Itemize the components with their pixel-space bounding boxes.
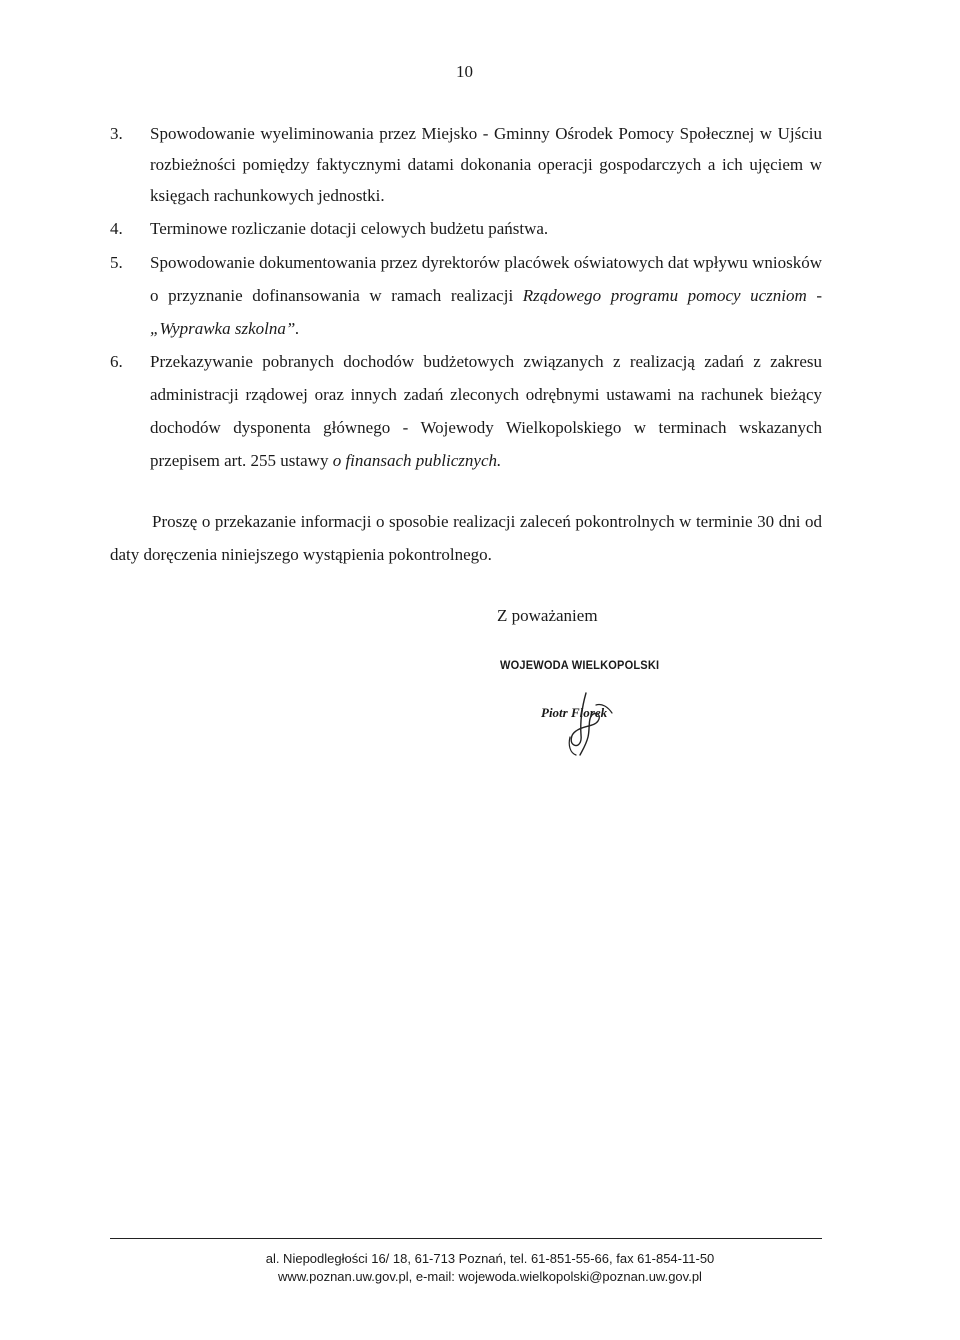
- signature: [536, 685, 646, 765]
- item-text-italic: o finansach publicznych.: [332, 451, 502, 470]
- request-paragraph: Proszę o przekazanie informacji o sposobie realizacji zaleceń pokontrolnych w terminie 30 dni od daty doręczenia niniejszego wystąpienia pokontrolnego.: [110, 512, 822, 564]
- signature-stamp-name: Piotr Florek: [541, 705, 608, 720]
- item-number: 6.: [110, 352, 123, 371]
- list-item: [110, 118, 822, 211]
- item-number: 5.: [110, 253, 123, 272]
- footer: [230, 1250, 750, 1286]
- list-item: [110, 345, 822, 477]
- footer-divider: [110, 1238, 822, 1239]
- item-number: 4.: [110, 219, 123, 238]
- item-text: Przekazywanie pobranych dochodów budżetowych związanych z realizacją zadań z zakresu administracji rządowej oraz innych zadań zleconych odrębnymi ustawami na rachunek bieżący dochodów dysponenta głównego - Wojewody Wielkopolskiego w terminach wskazanych przepisem art. 255 ustawy: [150, 352, 822, 470]
- list-item: [110, 213, 822, 244]
- item-text-italic: Rządowego programu pomocy uczniom - „Wyprawka szkolna”.: [150, 286, 823, 338]
- closing-salutation: Z poważaniem: [497, 606, 598, 625]
- item-text: Spowodowanie dokumentowania przez dyrektorów placówek oświatowych dat wpływu wniosków o przyznanie dofinansowania w ramach realizacji: [150, 253, 822, 305]
- footer-contact: www.poznan.uw.gov.pl, e-mail: wojewoda.wielkopolski@poznan.uw.gov.pl: [278, 1269, 702, 1284]
- footer-address: al. Niepodległości 16/ 18, 61-713 Poznań, tel. 61-851-55-66, fax 61-854-11-50: [265, 1251, 715, 1266]
- page-number: 10: [456, 62, 473, 81]
- list-item: [110, 246, 822, 345]
- recommendations-list: [110, 118, 822, 477]
- item-text: Spowodowanie wyeliminowania przez Miejsko - Gminny Ośrodek Pomocy Społecznej w Ujściu rozbieżności pomiędzy faktycznymi datami dokonania operacji gospodarczych a ich ujęciem w księgach rachunkowych jednostki.: [150, 124, 822, 205]
- item-number: 3.: [110, 124, 123, 143]
- signatory-stamp: WOJEWODA WIELKOPOLSKI: [500, 658, 660, 672]
- item-text: Terminowe rozliczanie dotacji celowych budżetu państwa.: [150, 219, 549, 238]
- handwritten-signature-icon: [536, 685, 646, 765]
